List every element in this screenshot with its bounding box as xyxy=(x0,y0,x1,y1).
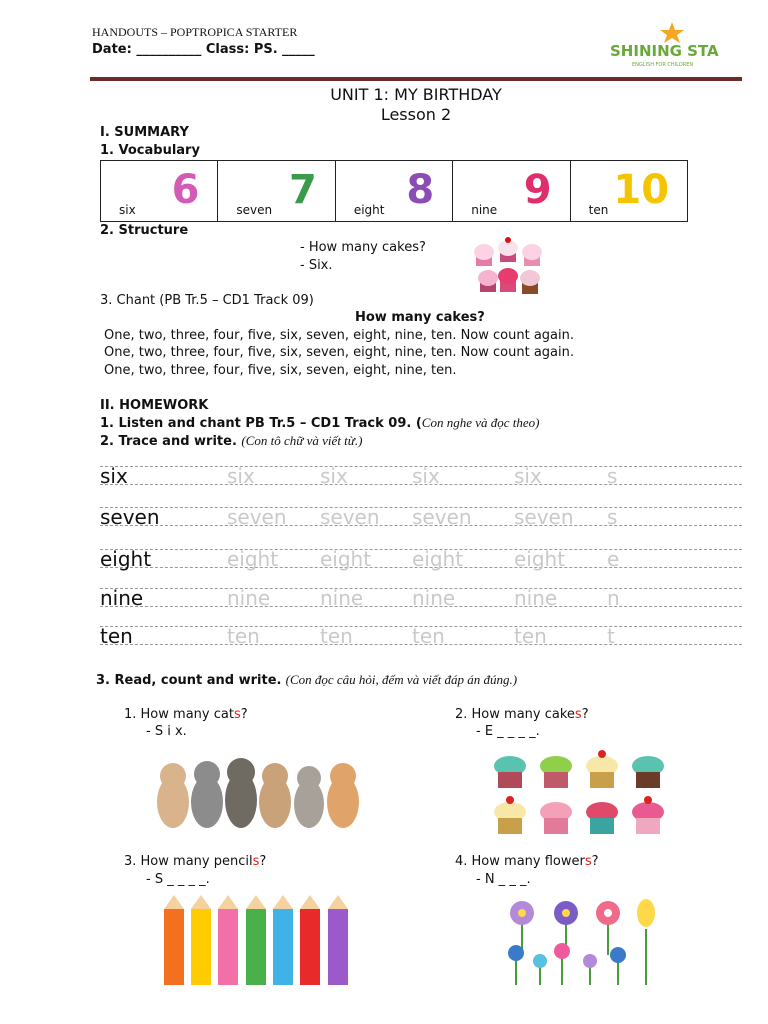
trace-ghost-word[interactable]: seven xyxy=(412,505,472,529)
vocab-word-six: six xyxy=(119,203,136,217)
vocab-cell-ten xyxy=(571,161,687,221)
task3-text: 3. Read, count and write. xyxy=(96,673,282,688)
q1-end: ? xyxy=(240,707,248,722)
trace-row-six xyxy=(100,462,742,490)
trace-word: six xyxy=(100,464,128,488)
trace-row-eight xyxy=(100,545,742,573)
question-3 xyxy=(124,854,266,869)
trace-ghost-word[interactable]: ten xyxy=(412,624,445,648)
trace-ghost-word[interactable]: seven xyxy=(514,505,574,529)
trace-ghost-word[interactable]: ten xyxy=(514,624,547,648)
answer-4: - N _ _ _. xyxy=(476,872,531,887)
cats-image xyxy=(155,752,365,832)
q2-end: ? xyxy=(581,707,589,722)
trace-ghost-letter[interactable]: n xyxy=(607,586,620,610)
vocab-word-ten: ten xyxy=(588,203,609,217)
homework-heading: II. HOMEWORK xyxy=(100,398,209,413)
vocab-word-eight: eight xyxy=(353,203,385,217)
vocab-number-seven: 7 xyxy=(288,167,317,213)
shining-star-logo xyxy=(610,20,720,70)
vocab-cell-seven xyxy=(218,161,335,221)
task2-note: (Con tô chữ và viết từ.) xyxy=(241,433,363,448)
question-4 xyxy=(455,854,599,869)
task2-text: 2. Trace and write. xyxy=(100,434,237,449)
q3-plural: s xyxy=(252,854,260,869)
header-title: HANDOUTS – POPTROPICA STARTER xyxy=(92,25,298,39)
trace-ghost-letter[interactable]: t xyxy=(607,624,615,648)
structure-heading: 2. Structure xyxy=(100,223,189,238)
trace-ghost-word[interactable]: nine xyxy=(320,586,364,610)
vocab-cell-nine xyxy=(453,161,570,221)
trace-ghost-word[interactable]: six xyxy=(514,464,542,488)
trace-word: seven xyxy=(100,505,160,529)
unit-title: UNIT 1: MY BIRTHDAY xyxy=(330,85,502,104)
flowers-image xyxy=(500,895,660,987)
trace-row-seven xyxy=(100,503,742,531)
trace-ghost-word[interactable]: seven xyxy=(227,505,287,529)
task2 xyxy=(100,433,362,449)
answer-2: - E _ _ _ _. xyxy=(476,724,540,739)
task1-note: Con nghe và đọc theo) xyxy=(421,415,540,430)
cupcakes-image xyxy=(470,232,550,298)
q1-plural: s xyxy=(233,707,241,722)
chant-line-2: One, two, three, four, five, six, seven, eight, nine, ten. Now count again. xyxy=(104,345,575,360)
vocab-word-nine: nine xyxy=(471,203,498,217)
trace-ghost-letter[interactable]: s xyxy=(607,505,618,529)
answer-1: - S i x. xyxy=(146,724,187,739)
task1-text: 1. Listen and chant PB Tr.5 – CD1 Track 09. ( xyxy=(100,416,422,431)
vocab-number-nine: 9 xyxy=(523,167,552,213)
vocab-number-eight: 8 xyxy=(406,167,435,213)
q2-text: 2. How many cake xyxy=(455,707,575,722)
q4-text: 4. How many flower xyxy=(455,854,585,869)
logo-text: SHINING STAR xyxy=(610,42,720,60)
vocab-number-ten: 10 xyxy=(613,167,670,213)
vocab-heading: 1. Vocabulary xyxy=(100,143,200,158)
cupcakes-grid-image xyxy=(490,748,670,840)
trace-ghost-word[interactable]: nine xyxy=(227,586,271,610)
trace-ghost-word[interactable]: eight xyxy=(320,547,372,571)
pencils-image xyxy=(160,895,355,987)
trace-word: ten xyxy=(100,624,133,648)
date-class-line: Date: __________ Class: PS. _____ xyxy=(92,42,315,57)
trace-ghost-letter[interactable]: s xyxy=(607,464,618,488)
task1 xyxy=(100,415,540,431)
trace-ghost-word[interactable]: ten xyxy=(320,624,353,648)
structure-answer: - Six. xyxy=(300,258,333,273)
trace-ghost-word[interactable]: six xyxy=(227,464,255,488)
question-1 xyxy=(124,707,248,722)
header-rule xyxy=(90,77,742,81)
chant-heading: 3. Chant (PB Tr.5 – CD1 Track 09) xyxy=(100,293,314,308)
vocab-cell-six xyxy=(101,161,218,221)
trace-word: nine xyxy=(100,586,144,610)
trace-ghost-word[interactable]: six xyxy=(412,464,440,488)
chant-title: How many cakes? xyxy=(355,310,485,325)
trace-ghost-word[interactable]: eight xyxy=(227,547,279,571)
lesson-title: Lesson 2 xyxy=(380,105,452,124)
q2-plural: s xyxy=(574,707,582,722)
trace-ghost-word[interactable]: nine xyxy=(412,586,456,610)
trace-ghost-letter[interactable]: e xyxy=(607,547,620,571)
trace-ghost-word[interactable]: eight xyxy=(412,547,464,571)
question-2 xyxy=(455,707,589,722)
q4-end: ? xyxy=(591,854,599,869)
vocab-table xyxy=(100,160,688,222)
trace-row-ten xyxy=(100,622,742,650)
summary-heading: I. SUMMARY xyxy=(100,125,189,140)
q3-letter: l xyxy=(248,854,253,869)
q4-plural: s xyxy=(584,854,592,869)
chant-line-1: One, two, three, four, five, six, seven, eight, nine, ten. Now count again. xyxy=(104,328,575,343)
chant-line-3: One, two, three, four, five, six, seven, eight, nine, ten. xyxy=(104,363,457,378)
trace-word: eight xyxy=(100,547,152,571)
trace-ghost-word[interactable]: ten xyxy=(227,624,260,648)
q3-end: ? xyxy=(259,854,267,869)
vocab-cell-eight xyxy=(336,161,453,221)
trace-ghost-word[interactable]: seven xyxy=(320,505,380,529)
vocab-number-six: 6 xyxy=(171,167,200,213)
vocab-word-seven: seven xyxy=(236,203,273,217)
structure-question: - How many cakes? xyxy=(300,240,426,255)
answer-3: - S _ _ _ _. xyxy=(146,872,210,887)
logo-subtext: ENGLISH FOR CHILDREN xyxy=(632,62,694,68)
trace-ghost-word[interactable]: eight xyxy=(514,547,566,571)
task3-note: (Con đọc câu hỏi, đếm và viết đáp án đúng.) xyxy=(285,672,518,687)
task3 xyxy=(96,672,517,688)
q1-text: 1. How many cat xyxy=(124,707,234,722)
trace-ghost-word[interactable]: six xyxy=(320,464,348,488)
trace-ghost-word[interactable]: nine xyxy=(514,586,558,610)
q3-text: 3. How many penci xyxy=(124,854,249,869)
trace-row-nine xyxy=(100,584,742,612)
